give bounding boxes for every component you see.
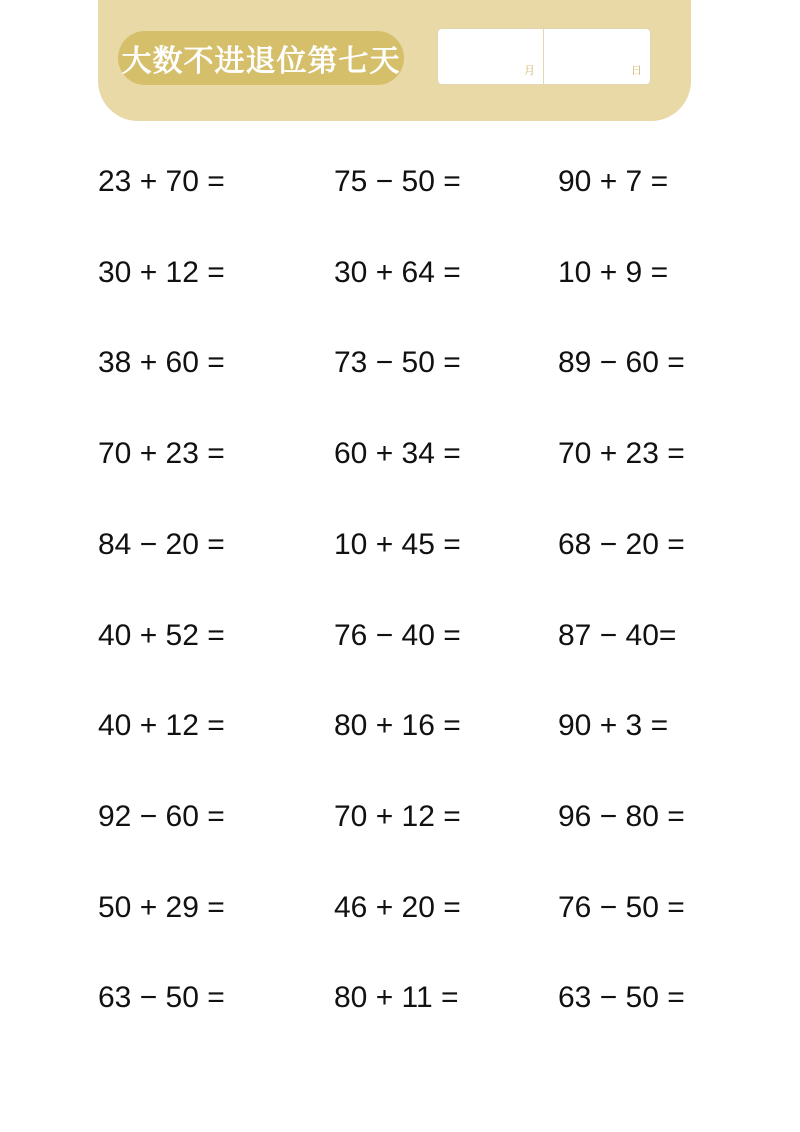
math-problem: 40 + 52 = <box>98 619 225 652</box>
math-problem: 70 + 23 = <box>98 437 225 470</box>
math-problem: 92 − 60 = <box>98 800 225 833</box>
math-problem: 80 + 11 = <box>334 981 459 1014</box>
math-problem: 87 − 40= <box>558 619 677 652</box>
math-problem: 10 + 45 = <box>334 528 461 561</box>
math-problem: 90 + 7 = <box>558 165 669 198</box>
math-problem: 23 + 70 = <box>98 165 225 198</box>
math-problem: 50 + 29 = <box>98 891 225 924</box>
day-field[interactable] <box>544 28 651 85</box>
math-problem: 63 − 50 = <box>558 981 685 1014</box>
math-problem: 40 + 12 = <box>98 709 225 742</box>
math-problem: 60 + 34 = <box>334 437 461 470</box>
math-problem: 76 − 40 = <box>334 619 461 652</box>
math-problem: 80 + 16 = <box>334 709 461 742</box>
math-problem: 30 + 12 = <box>98 256 225 289</box>
math-problem: 73 − 50 = <box>334 346 461 379</box>
math-problem: 75 − 50 = <box>334 165 461 198</box>
month-label: 月 <box>524 64 535 77</box>
math-problem: 89 − 60 = <box>558 346 685 379</box>
math-problem: 68 − 20 = <box>558 528 685 561</box>
math-problem: 10 + 9 = <box>558 256 669 289</box>
math-problem: 90 + 3 = <box>558 709 669 742</box>
month-field[interactable] <box>437 28 544 85</box>
math-problem: 96 − 80 = <box>558 800 685 833</box>
math-problem: 70 + 12 = <box>334 800 461 833</box>
math-problem: 30 + 64 = <box>334 256 461 289</box>
math-problem: 63 − 50 = <box>98 981 225 1014</box>
math-problem: 38 + 60 = <box>98 346 225 379</box>
math-problem: 70 + 23 = <box>558 437 685 470</box>
math-problem: 84 − 20 = <box>98 528 225 561</box>
math-problem: 46 + 20 = <box>334 891 461 924</box>
worksheet-title: 大数不进退位第七天 <box>118 31 404 85</box>
day-label: 日 <box>631 64 642 77</box>
math-problem: 76 − 50 = <box>558 891 685 924</box>
